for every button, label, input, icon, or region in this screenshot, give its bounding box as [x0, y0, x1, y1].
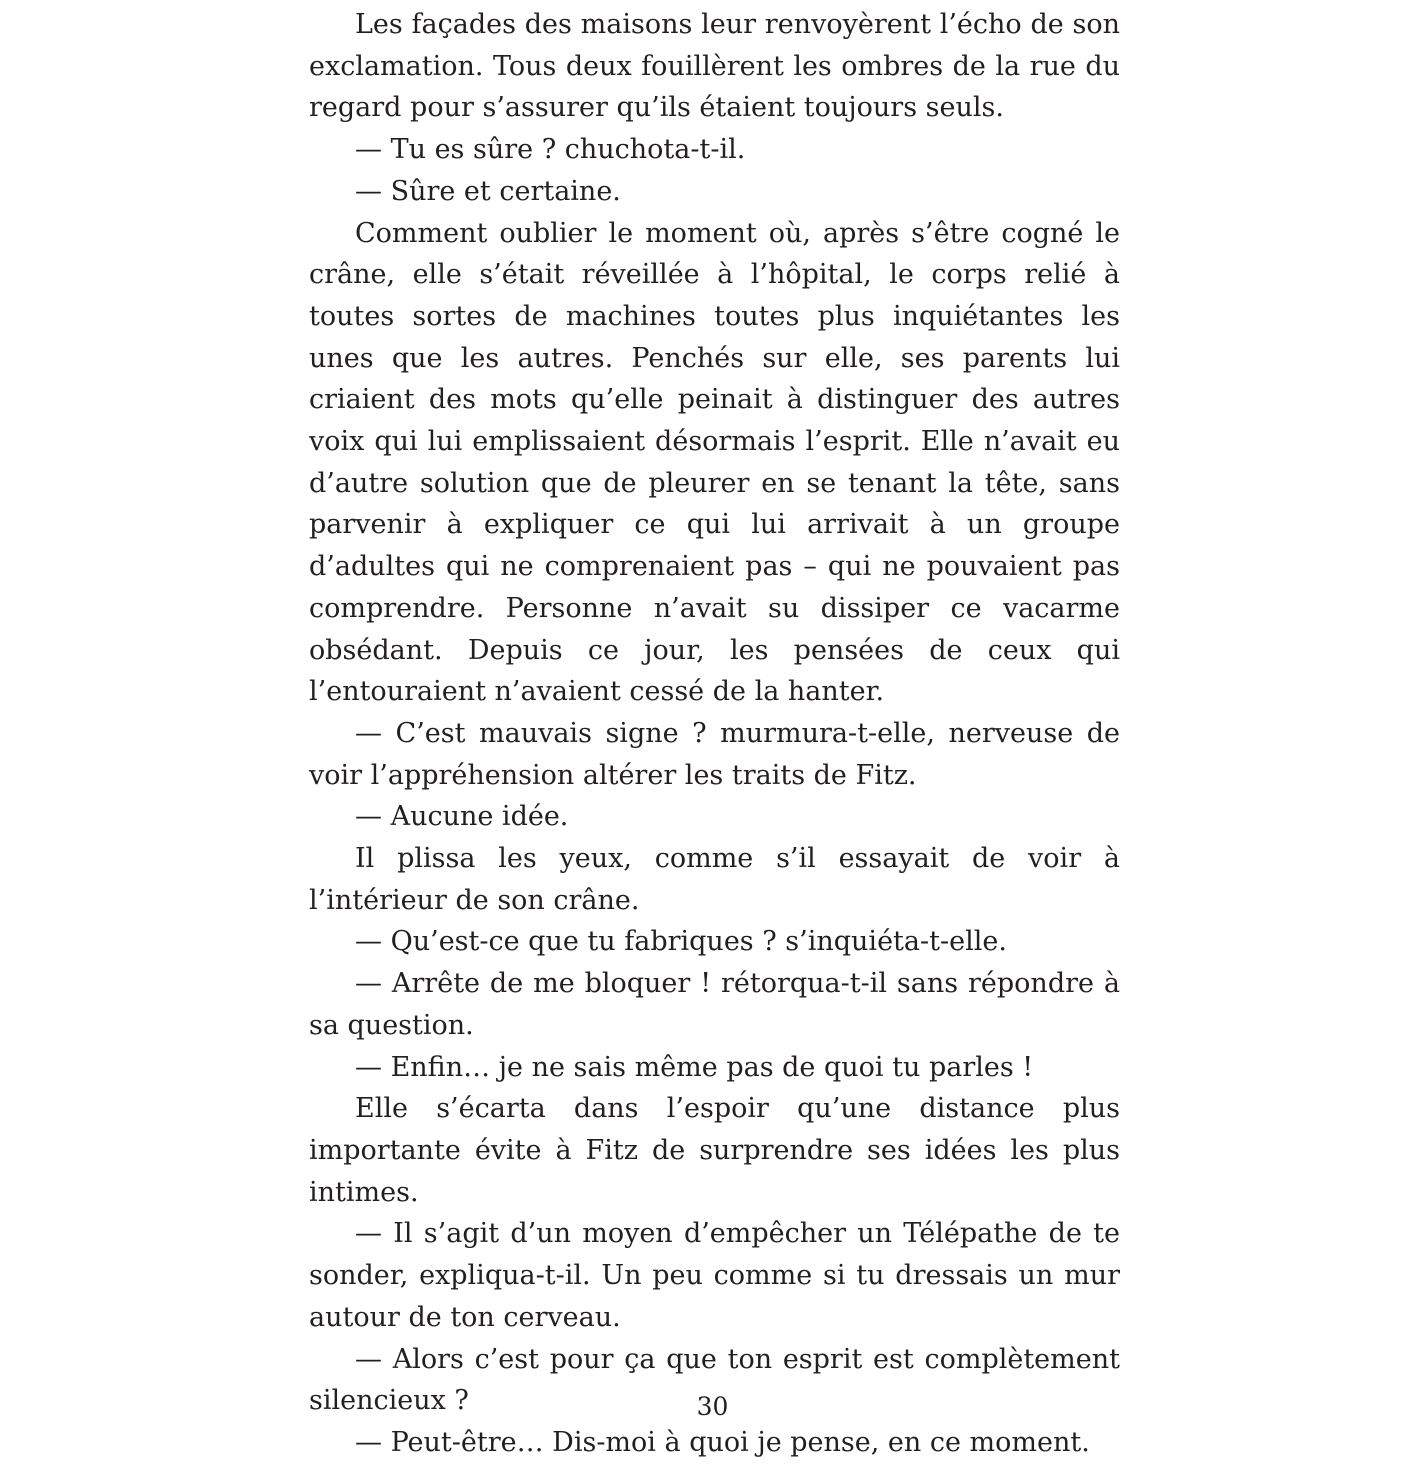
dialogue-line: — Tu es sûre ? chuchota-t-il.	[355, 134, 746, 166]
dialogue-line: — Aucune idée.	[355, 801, 569, 833]
page-number: 30	[696, 1392, 729, 1421]
paragraph: Elle s’écarta dans l’espoir qu’une distance plus importante évite à Fitz de surprendre ses idées les plus intimes.	[309, 1093, 1120, 1208]
dialogue-line: — Arrête de me bloquer ! rétorqua-t-il sans répondre à sa question.	[309, 968, 1120, 1041]
dialogue-line: — Sûre et certaine.	[355, 175, 621, 207]
dialogue-line: — Il s’agit d’un moyen d’empêcher un Télépathe de te sonder, expliqua-t-il. Un peu comme si tu dressais un mur autour de ton cerveau.	[309, 1218, 1120, 1333]
dialogue-line: — Qu’est-ce que tu fabriques ? s’inquiéta-t-elle.	[355, 926, 1007, 958]
paragraph: Il plissa les yeux, comme s’il essayait de voir à l’intérieur de son crâne.	[309, 843, 1120, 916]
dialogue-line: — C’est mauvais signe ? murmura-t-elle, nerveuse de voir l’appréhension altérer les traits de Fitz.	[309, 717, 1120, 791]
body-text	[309, 4, 1120, 1464]
dialogue-line: — Peut-être… Dis-moi à quoi je pense, en ce moment.	[355, 1426, 1090, 1458]
paragraph: Les façades des maisons leur renvoyèrent l’écho de son exclamation. Tous deux fouillèrent les ombres de la rue du regard pour s’assurer qu’ils étaient toujours seuls.	[309, 9, 1120, 124]
dialogue-line: — Enfin… je ne sais même pas de quoi tu parles !	[355, 1051, 1034, 1083]
paragraph: Comment oublier le moment où, après s’être cogné le crâne, elle s’était réveillée à l’hôpital, le corps relié à toutes sortes de machines toutes plus inquiétantes les unes que les autres. Penchés sur elle, ses parents lui criaient des mots qu’elle peinait à distinguer des autres voix qui lui emplissaient désormais l’esprit. Elle n’avait eu d’autre solution que de pleurer en se tenant la tête, sans parvenir à expliquer ce qui lui arrivait à un groupe d’adultes qui ne comprenaient pas – qui ne pouvaient pas comprendre. Personne n’avait su dissiper ce vacarme obsédant. Depuis ce jour, les pensées de ceux qui l’entouraient n’avaient cessé de la hanter.	[309, 217, 1120, 708]
dialogue-line: — Alors c’est pour ça que ton esprit est complètement silencieux ?	[309, 1343, 1120, 1417]
